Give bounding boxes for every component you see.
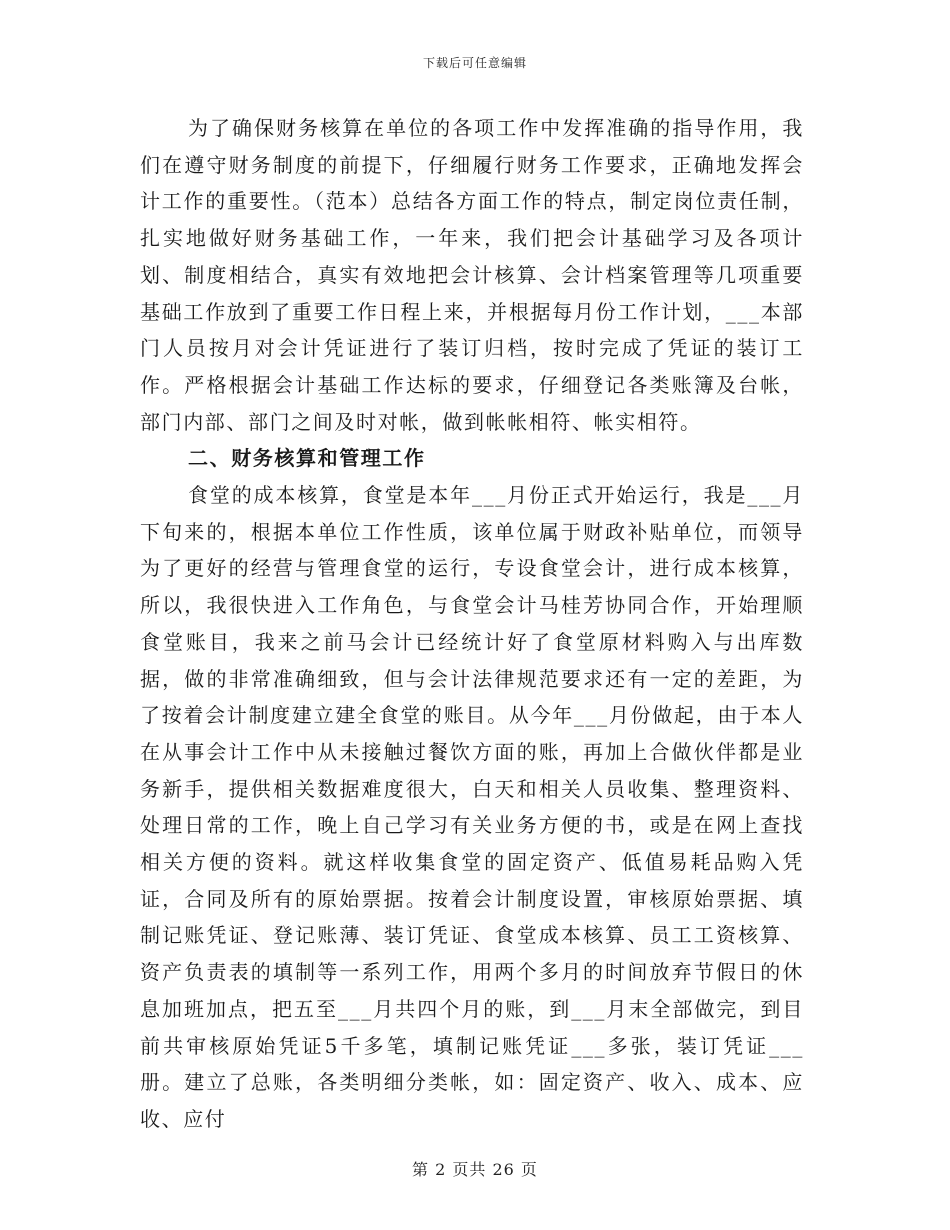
paragraph-1: 为了确保财务核算在单位的各项工作中发挥准确的指导作用，我们在遵守财务制度的前提下，仔细履行财务工作要求，正确地发挥会计工作的重要性。（范本）总结各方面工作的特点，制定岗位责任制，扎实地做好财务基础工作，一年来，我们把会计基础学习及各项计划、制度相结合，真实有效地把会计核算、会计档案管理等几项重要基础工作放到了重要工作日程上来，并根据每月份工作计划，___本部门人员按月对会计凭证进行了装订归档，按时完成了凭证的装订工作。严格根据会计基础工作达标的要求，仔细登记各类账簿及台帐，部门内部、部门之间及时对帐，做到帐帐相符、帐实相符。: [140, 116, 804, 434]
section-heading-2: 二、财务核算和管理工作: [188, 446, 426, 471]
document-body: [140, 110, 804, 1138]
paragraph-2: 食堂的成本核算，食堂是本年___月份正式开始运行，我是___月下旬来的，根据本单位工作性质，该单位属于财政补贴单位，而领导为了更好的经营与管理食堂的运行，专设食堂会计，进行成本核算，所以，我很快进入工作角色，与食堂会计马桂芳协同合作，开始理顺食堂账目，我来之前马会计已经统计好了食堂原材料购入与出库数据，做的非常准确细致，但与会计法律规范要求还有一定的差距，为了按着会计制度建立建全食堂的账目。从今年___月份做起，由于本人在从事会计工作中从未接触过餐饮方面的账，再加上合做伙伴都是业务新手，提供相关数据难度很大，白天和相关人员收集、整理资料、处理日常的工作，晚上自己学习有关业务方便的书，或是在网上查找相关方便的资料。就这样收集食堂的固定资产、低值易耗品购入凭证，合同及所有的原始票据。按着会计制度设置，审核原始票据、填制记账凭证、登记账薄、装订凭证、食堂成本核算、员工工资核算、资产负责表的填制等一系列工作，用两个多月的时间放弃节假日的休息加班加点，把五至___月共四个月的账，到___月末全部做完，到目前共审核原始凭证5千多笔，填制记账凭证___多张，装订凭证___册。建立了总账，各类明细分类帐，如：固定资产、收入、成本、应收、应付: [140, 483, 804, 1131]
page-footer: 第 2 页共 26 页: [412, 1160, 538, 1179]
page-header: 下载后可任意编辑: [422, 56, 527, 70]
